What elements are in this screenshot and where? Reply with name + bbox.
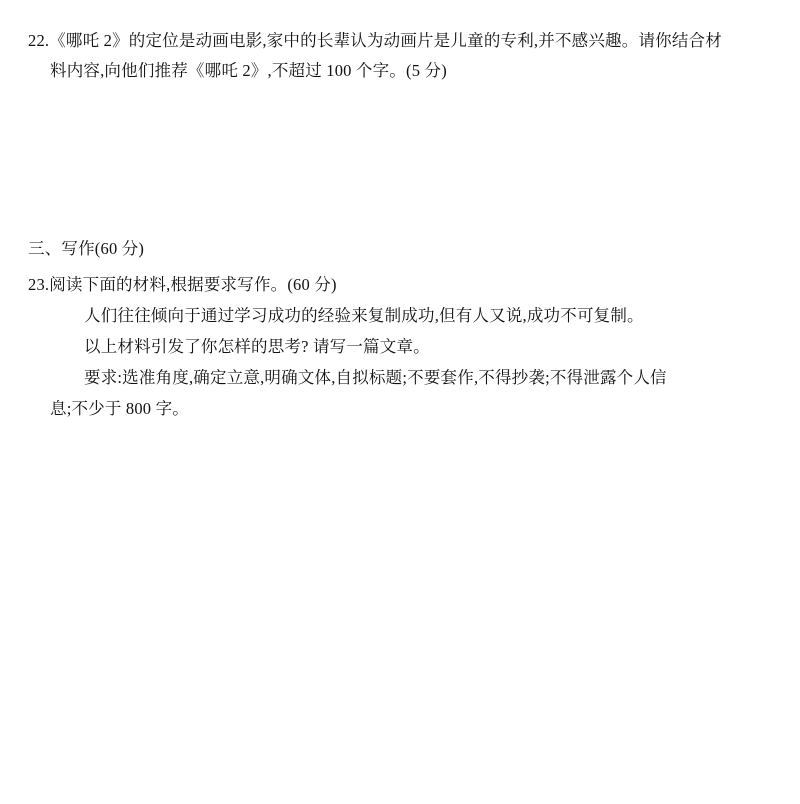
question-23-requirement-line-1: 要求:选准角度,确定立意,明确文体,自拟标题;不要套作,不得抄袭;不得泄露个人信: [84, 368, 667, 387]
question-23-requirement-line-2: 息;不少于 800 字。: [50, 399, 189, 418]
question-23-task: 以上材料引发了你怎样的思考? 请写一篇文章。: [84, 337, 430, 356]
answer-blank-space: [28, 424, 766, 804]
question-23-prompt: 23.阅读下面的材料,根据要求写作。(60 分): [28, 275, 337, 294]
section-3-heading: 三、写作(60 分): [28, 239, 145, 258]
question-22-line-2: 料内容,向他们推荐《哪吒 2》,不超过 100 个字。(5 分): [50, 61, 447, 80]
question-23-material: 人们往往倾向于通过学习成功的经验来复制成功,但有人又说,成功不可复制。: [84, 306, 644, 325]
question-22: [28, 26, 766, 86]
question-22-line-1: 22.《哪吒 2》的定位是动画电影,家中的长辈认为动画片是儿童的专利,并不感兴趣。请你结合材: [28, 31, 722, 50]
